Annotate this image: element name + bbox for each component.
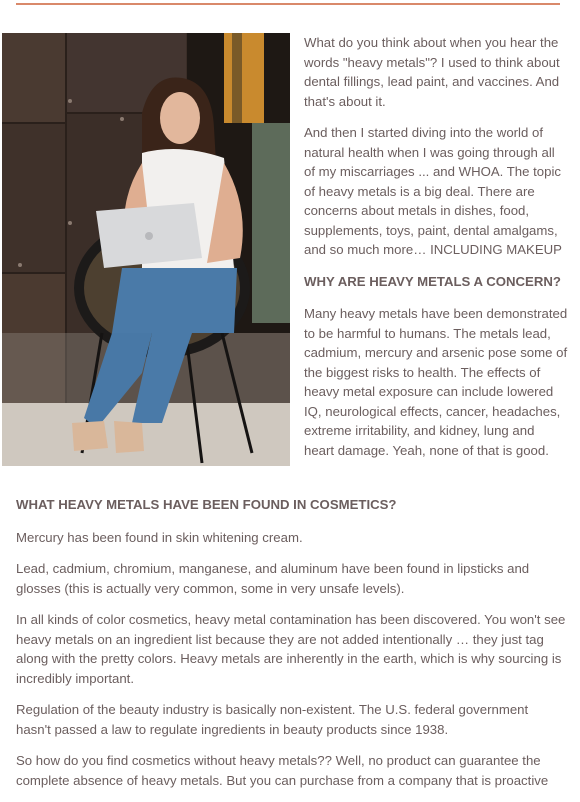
concern-paragraph: Many heavy metals have been demonstrated to be harmful to humans. The metals lead, cadmium, mercury and arsenic pose some of the biggest risks to health. The effects of heavy metal exposure can include lowered IQ, neurological effects, cancer, headaches, extreme irritability, and kidney, lung and heart damage. Yeah, none of that is good.: [304, 306, 568, 458]
found-paragraph-2: Lead, cadmium, chromium, manganese, and aluminum have been found in lipsticks and glosses (this is actually very common, some in very unsafe levels).: [16, 561, 530, 596]
intro-column: [304, 33, 568, 472]
intro-paragraph-1: What do you think about when you hear the words "heavy metals"? I used to think about dental fillings, lead paint, and vaccines. And that's about it.: [304, 35, 560, 109]
main-column: [16, 495, 566, 802]
found-paragraph-3: In all kinds of color cosmetics, heavy metal contamination has been discovered. You won't see heavy metals on an ingredient list because they are not added intentionally … they just tag along with the pretty colors. Heavy metals are inherently in the earth, which is why sourcing is incredibly important.: [16, 612, 566, 686]
intro-paragraph-2: And then I started diving into the world of natural health when I was going through all of my miscarriages ... and WHOA. The topic of heavy metals is a big deal. There are concerns about metals in dishes, food, supplements, toys, paint, dental amalgams, and so much more… INCLUDING MAKEUP: [304, 125, 562, 257]
heading-why-concern: WHY ARE HEAVY METALS A CONCERN?: [304, 273, 561, 289]
top-divider: [16, 3, 560, 5]
photo-illustration: [2, 33, 290, 466]
found-paragraph-1: Mercury has been found in skin whitening cream.: [16, 529, 303, 545]
found-paragraph-5: So how do you find cosmetics without heavy metals?? Well, no product can guarantee the complete absence of heavy metals. But you can purchase from a company that is proactive: [16, 753, 549, 788]
heading-metals-found: WHAT HEAVY METALS HAVE BEEN FOUND IN COSMETICS?: [16, 497, 397, 512]
found-paragraph-4: Regulation of the beauty industry is basically non-existent. The U.S. federal government hasn't passed a law to regulate ingredients in beauty products since 1938.: [16, 702, 529, 737]
woman-with-laptop-photo: [2, 33, 290, 466]
